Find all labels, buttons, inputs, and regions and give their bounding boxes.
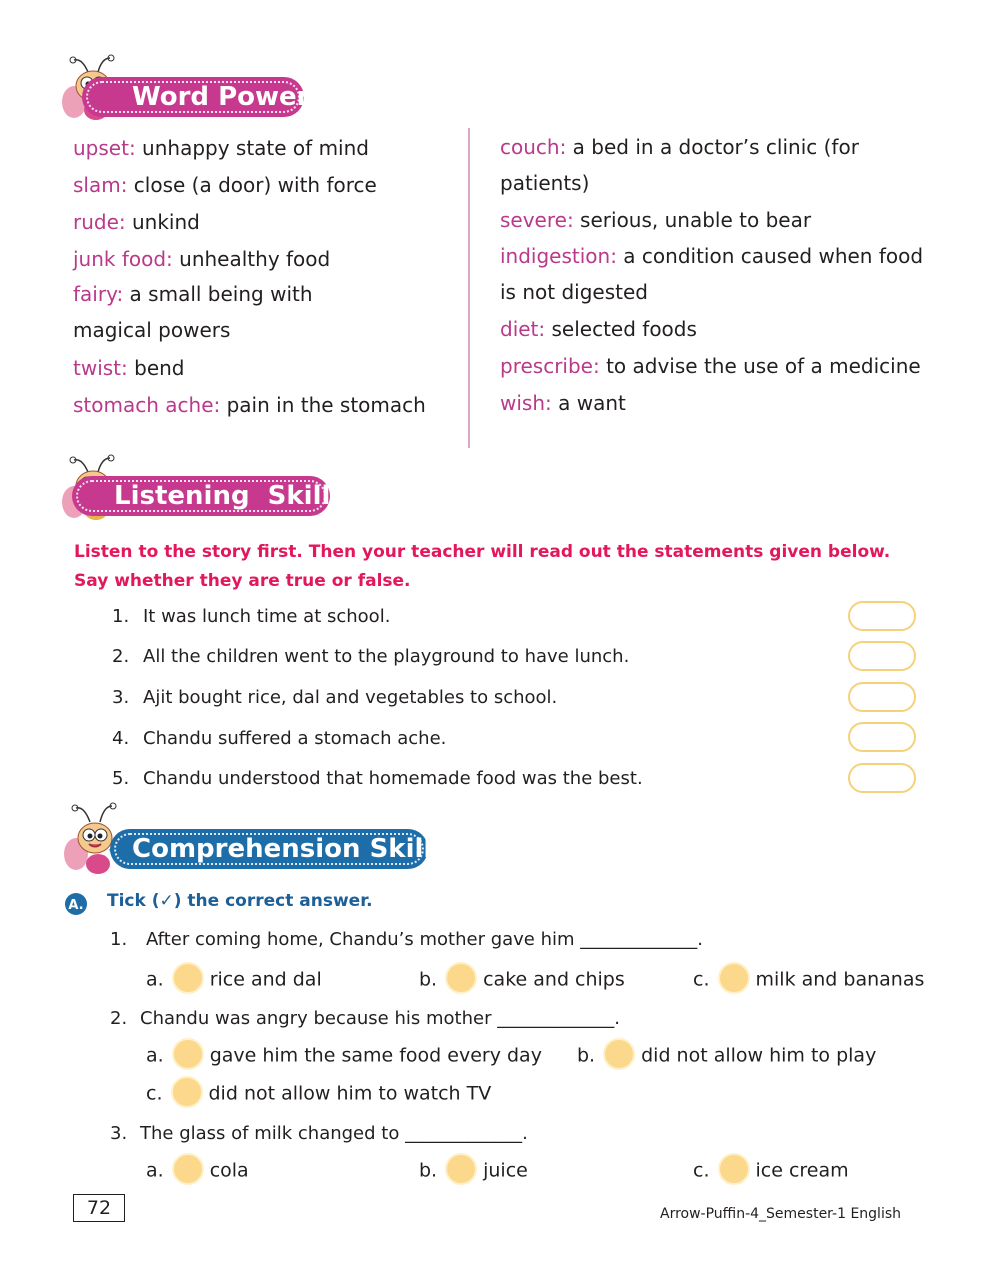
glossary-entry: upset: unhappy state of mind: [73, 136, 369, 160]
glossary-entry: prescribe: to advise the use of a medicine: [500, 354, 921, 378]
statement-item: 4. Chandu suffered a stomach ache.: [112, 728, 447, 749]
listening-skills-title: Listening Skills: [114, 481, 346, 511]
glossary-entry-continued: is not digested: [500, 280, 648, 304]
column-divider: [468, 128, 470, 448]
word-power-right-column: [500, 130, 930, 422]
statement-item: 2. All the children went to the playground to have lunch.: [112, 646, 630, 667]
option-1a[interactable]: a. rice and dal: [146, 964, 322, 996]
option-2c[interactable]: c. did not allow him to watch TV: [146, 1078, 491, 1110]
listening-instruction: Listen to the story first. Then your teacher will read out the statements given below. Say whether they are true or false.: [74, 542, 891, 591]
answer-bubble[interactable]: [718, 962, 750, 994]
listening-skills-banner: [72, 476, 346, 516]
answer-bubble[interactable]: [603, 1038, 635, 1070]
answer-bubble[interactable]: [171, 1076, 203, 1108]
answer-bubble[interactable]: [445, 962, 477, 994]
true-false-answer-box[interactable]: [848, 601, 916, 631]
glossary-entry: diet: selected foods: [500, 317, 697, 341]
option-1b[interactable]: b. cake and chips: [419, 964, 625, 996]
true-false-answer-box[interactable]: [848, 682, 916, 712]
answer-bubble[interactable]: [172, 1153, 204, 1185]
comprehension-skills-banner: [110, 829, 448, 869]
page-number: 72: [73, 1194, 125, 1222]
answer-bubble[interactable]: [172, 962, 204, 994]
glossary-entry: severe: serious, unable to bear: [500, 208, 812, 232]
glossary-entry: junk food: unhealthy food: [73, 247, 331, 271]
comprehension-skills-title: Comprehension Skills: [132, 834, 448, 864]
word-power-title: Word Power: [132, 82, 310, 112]
option-3a[interactable]: a. cola: [146, 1155, 249, 1187]
question-2: 2. Chandu was angry because his mother _____________.: [110, 1008, 620, 1029]
section-letter: A.: [68, 898, 84, 913]
glossary-entry: rude: unkind: [73, 210, 200, 234]
book-title-footer: Arrow-Puffin-4_Semester-1 English: [660, 1206, 902, 1222]
option-2b[interactable]: b. did not allow him to play: [577, 1040, 876, 1072]
glossary-entry: couch: a bed in a doctor’s clinic (for: [500, 135, 859, 159]
statement-item: 5. Chandu understood that homemade food was the best.: [112, 768, 643, 789]
answer-bubble[interactable]: [172, 1038, 204, 1070]
true-false-answer-box[interactable]: [848, 722, 916, 752]
answer-bubble[interactable]: [718, 1153, 750, 1185]
word-power-left-column: [73, 130, 453, 424]
glossary-entry: wish: a want: [500, 391, 626, 415]
question-3: 3. The glass of milk changed to _____________.: [110, 1123, 528, 1144]
option-2a[interactable]: a. gave him the same food every day: [146, 1040, 542, 1072]
answer-bubble[interactable]: [445, 1153, 477, 1185]
section-a-title: Tick (✓) the correct answer.: [107, 891, 373, 911]
true-false-answer-box[interactable]: [848, 641, 916, 671]
tick-badge-icon: [64, 892, 88, 916]
glossary-entry-continued: patients): [500, 171, 590, 195]
word-power-banner: [82, 77, 310, 117]
statement-item: 1. It was lunch time at school.: [112, 606, 391, 627]
glossary-entry: fairy: a small being with: [73, 282, 313, 306]
option-3b[interactable]: b. juice: [419, 1155, 528, 1187]
option-3c[interactable]: c. ice cream: [693, 1155, 849, 1187]
glossary-entry-continued: magical powers: [73, 318, 231, 342]
statement-item: 3. Ajit bought rice, dal and vegetables to school.: [112, 687, 558, 708]
glossary-entry: slam: close (a door) with force: [73, 173, 377, 197]
option-1c[interactable]: c. milk and bananas: [693, 964, 924, 996]
glossary-entry: indigestion: a condition caused when food: [500, 244, 924, 268]
glossary-entry: twist: bend: [73, 356, 185, 380]
glossary-entry: stomach ache: pain in the stomach: [73, 393, 426, 417]
question-1: 1. After coming home, Chandu’s mother gave him _____________.: [110, 929, 703, 950]
true-false-answer-box[interactable]: [848, 763, 916, 793]
